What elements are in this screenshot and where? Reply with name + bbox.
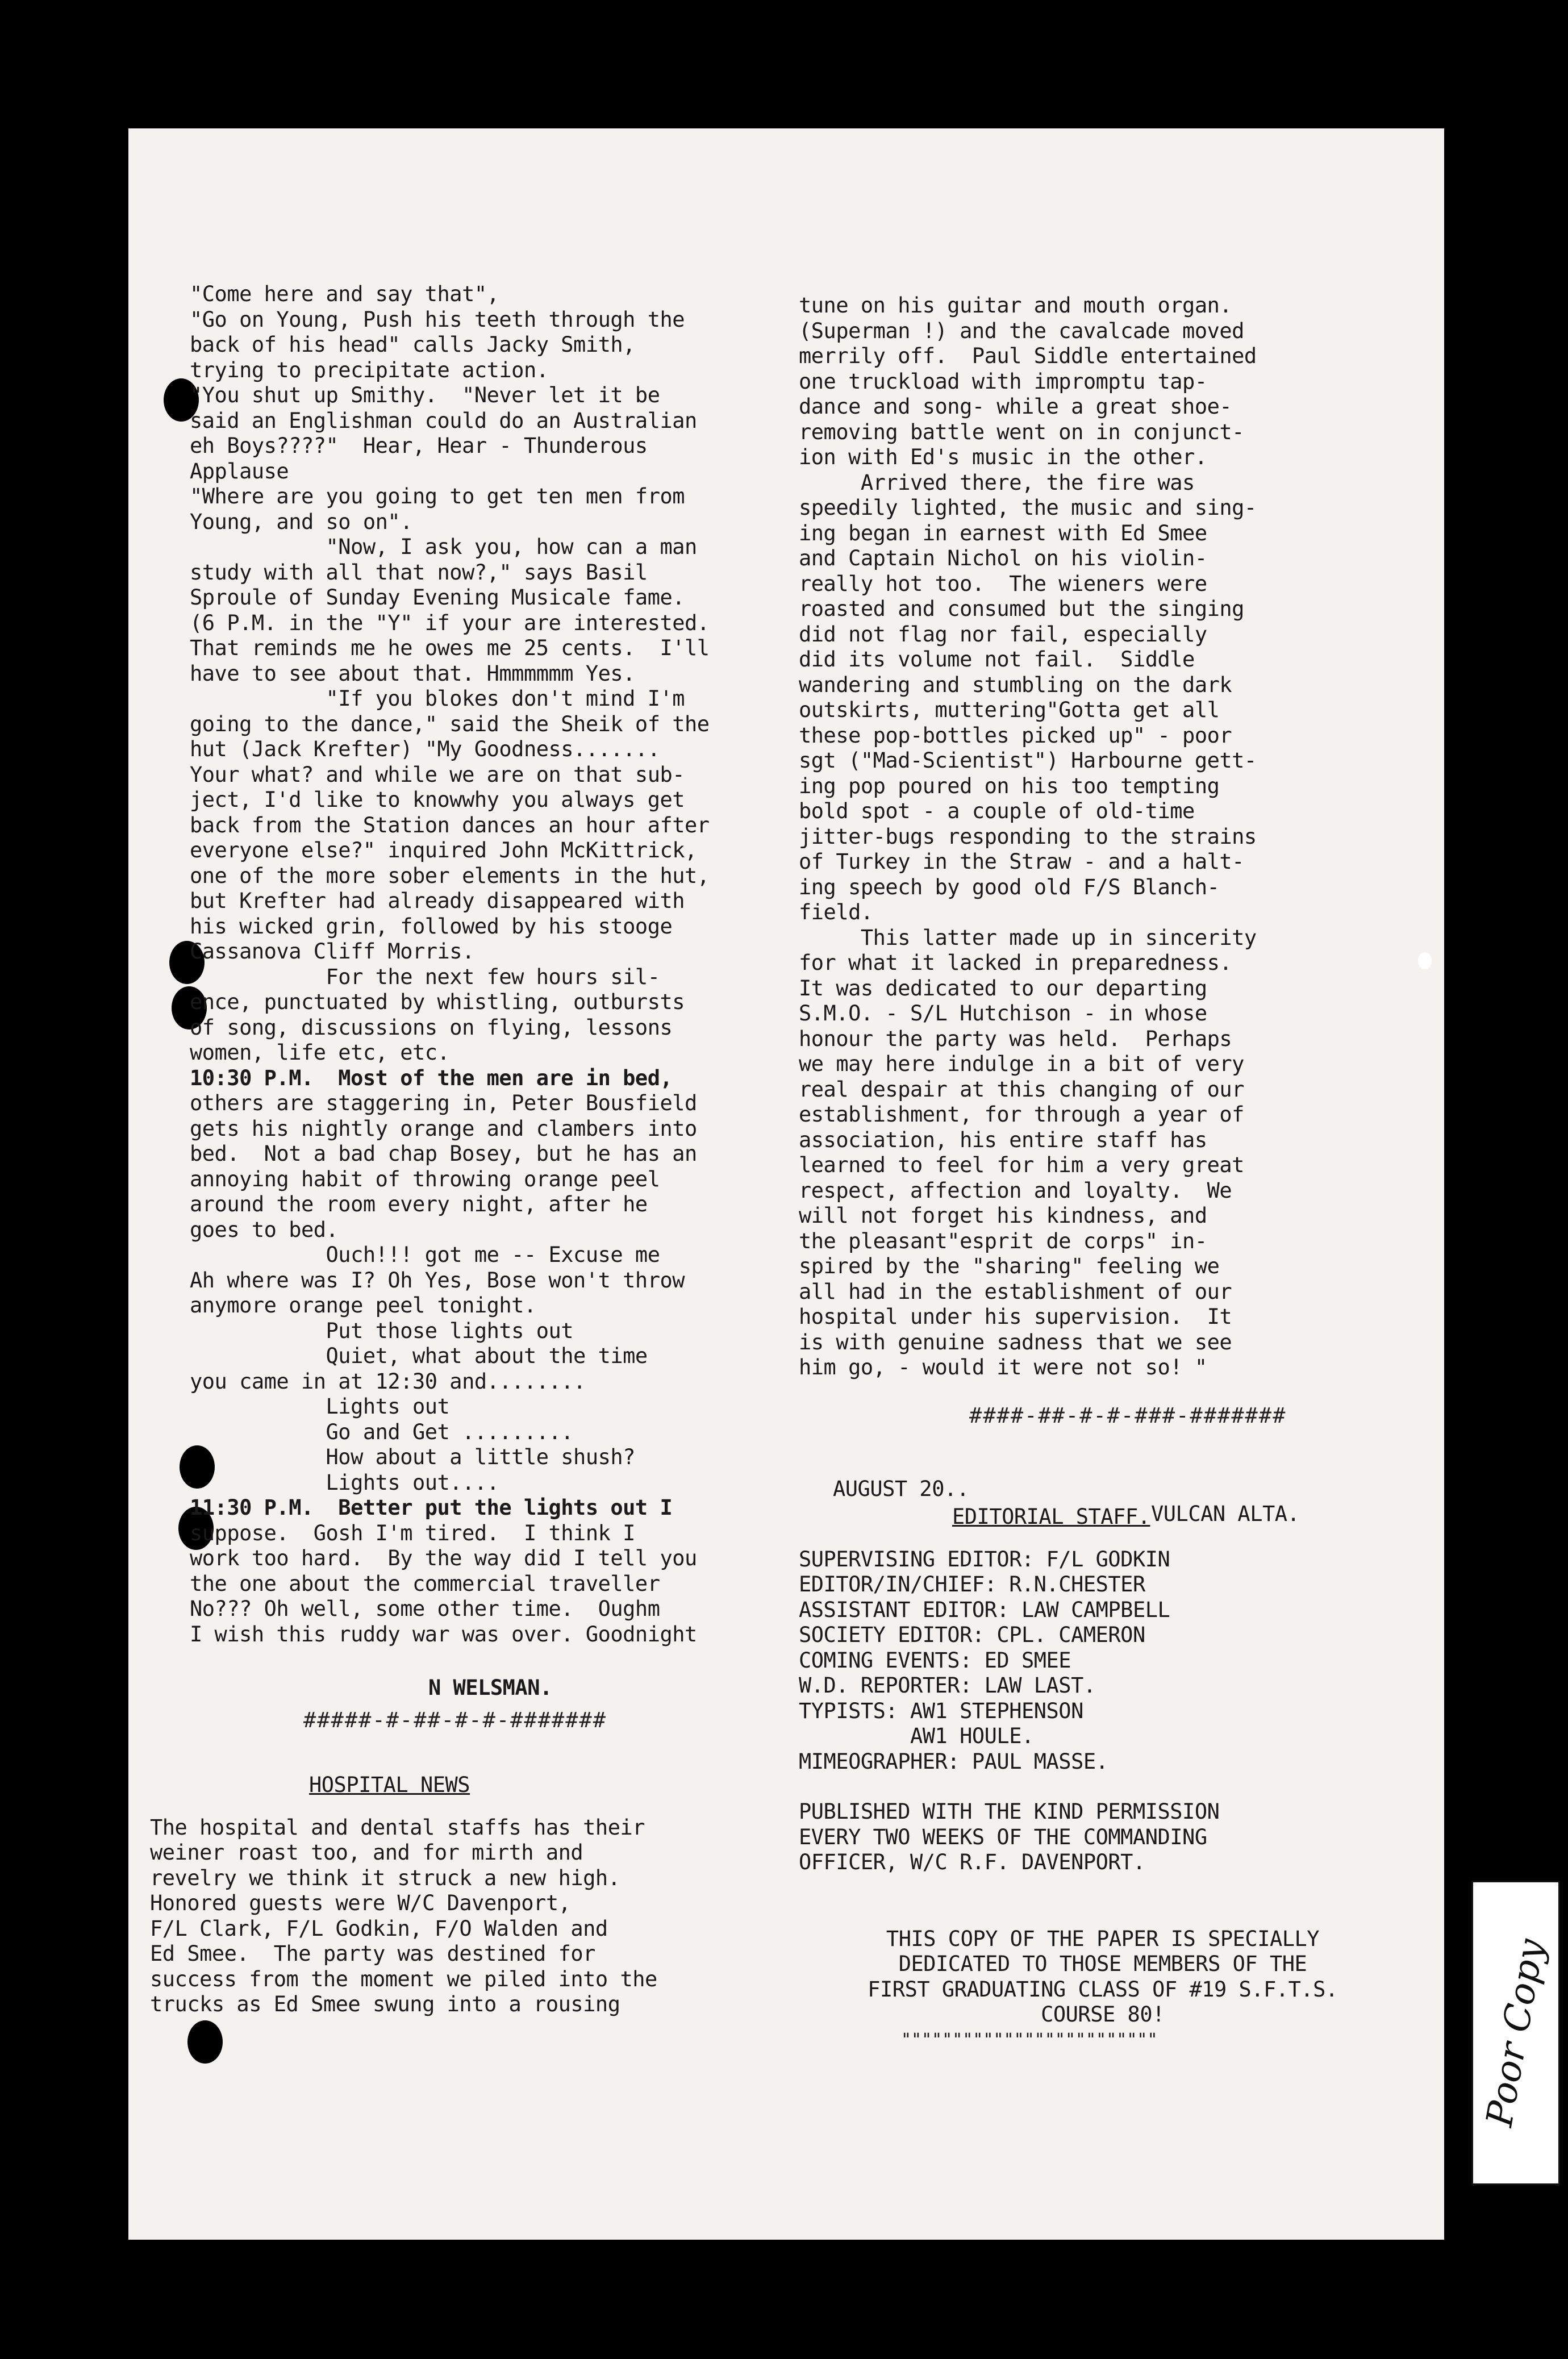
text-line: THIS COPY OF THE PAPER IS SPECIALLY (886, 1926, 1320, 1951)
text-line: FIRST GRADUATING CLASS OF #19 S.F.T.S. (868, 1977, 1338, 2002)
text-line: establishment, for through a year of (799, 1102, 1244, 1127)
text-line: him go, - would it were not so! " (799, 1355, 1207, 1379)
text-line: "Where are you going to get ten men from (190, 484, 685, 509)
text-line: That reminds me he owes me 25 cents. I'll (190, 636, 710, 660)
text-line: revelry we think it struck a new high. (150, 1865, 620, 1890)
text-line: these pop-bottles picked up" - poor (799, 723, 1232, 748)
text-line: study with all that now?," says Basil (190, 560, 648, 585)
publication-notice (799, 1799, 1407, 1875)
poor-copy-stamp (1471, 1881, 1560, 2185)
text-line: "Now, I ask you, how can a man (190, 535, 697, 559)
text-line: "Go on Young, Push his teeth through the (190, 307, 685, 332)
text-line: wandering and stumbling on the dark (799, 672, 1232, 697)
text-line: bold spot - a couple of old-time (799, 799, 1195, 823)
hospital-news-heading: HOSPITAL NEWS (309, 1773, 470, 1797)
text-line: association, his entire staff has (799, 1127, 1207, 1152)
text-line: all had in the establishment of our (799, 1279, 1232, 1304)
text-line: TYPISTS: AW1 STEPHENSON (799, 1698, 1083, 1723)
text-line: "You shut up Smithy. "Never let it be (190, 383, 660, 407)
text-line: SOCIETY EDITOR: CPL. CAMERON (799, 1623, 1145, 1647)
text-line: dance and song- while a great shoe- (799, 394, 1232, 419)
text-line: Go and Get ......... (190, 1419, 574, 1444)
text-line: (Superman !) and the cavalcade moved (799, 318, 1244, 343)
text-line: but Krefter had already disappeared with (190, 889, 685, 913)
text-line: honour the party was held. Perhaps (799, 1026, 1232, 1051)
text-line: removing battle went on in conjunct- (799, 419, 1244, 444)
text-line: we may here indulge in a bit of very (799, 1052, 1244, 1076)
text-line: Ah where was I? Oh Yes, Bose won't throw (190, 1268, 685, 1293)
text-line: for what it lacked in preparedness. (799, 951, 1232, 975)
text-line: of Turkey in the Straw - and a halt- (799, 849, 1244, 874)
text-line: of song, discussions on flying, lessons (190, 1015, 673, 1040)
text-line: EVERY TWO WEEKS OF THE COMMANDING (799, 1824, 1207, 1849)
issue-place: VULCAN ALTA. (1151, 1502, 1300, 1526)
text-line: Applause (190, 459, 289, 484)
poor-copy-label: Poor Copy (1478, 1936, 1553, 2130)
signature: N WELSMAN. (428, 1676, 552, 1700)
scan-spot (1418, 952, 1432, 969)
text-line: Put those lights out (190, 1318, 574, 1343)
divider: #####-#-##-#-#-####### (303, 1707, 607, 1732)
text-line: Your what? and while we are on that sub- (190, 762, 685, 787)
punch-hole (187, 2020, 223, 2064)
text-line: have to see about that. Hmmmmmm Yes. (190, 661, 635, 686)
text-line: I wish this ruddy war was over. Goodnight (190, 1622, 697, 1647)
text-line: real despair at this changing of our (799, 1077, 1244, 1102)
text-line: merrily off. Paul Siddle entertained (799, 344, 1257, 368)
text-line: trucks as Ed Smee swung into a rousing (150, 1992, 620, 2016)
text-line: No??? Oh well, some other time. Oughm (190, 1597, 660, 1621)
document-page (128, 128, 1444, 2240)
text-line: OFFICER, W/C R.F. DAVENPORT. (799, 1850, 1145, 1874)
text-line: you came in at 12:30 and........ (190, 1369, 586, 1394)
text-line: around the room every night, after he (190, 1192, 648, 1216)
text-line: Arrived there, the fire was (799, 470, 1195, 495)
text-line: SUPERVISING EDITOR: F/L GODKIN (799, 1547, 1170, 1572)
text-line: his wicked grin, followed by his stooge (190, 914, 673, 939)
text-line: one of the more sober elements in the hut, (190, 863, 710, 888)
text-line: The hospital and dental staffs has their (150, 1815, 645, 1840)
text-line: AW1 HOULE. (799, 1724, 1034, 1748)
text-line: (6 P.M. in the "Y" if your are interested. (190, 610, 710, 635)
text-line: did not flag nor fail, especially (799, 622, 1207, 647)
text-line: EDITOR/IN/CHIEF: R.N.CHESTER (799, 1572, 1145, 1597)
text-line: Ouch!!! got me -- Excuse me (190, 1243, 660, 1267)
text-line: anymore orange peel tonight. (190, 1293, 536, 1318)
editorial-staff-list (799, 1547, 1407, 1775)
text-line: others are staggering in, Peter Bousfield (190, 1091, 697, 1115)
text-line: DEDICATED TO THOSE MEMBERS OF THE (898, 1952, 1307, 1976)
text-line: "If you blokes don't mind I'm (190, 686, 685, 711)
text-line: is with genuine sadness that we see (799, 1329, 1232, 1354)
text-line: Quiet, what about the time (190, 1344, 648, 1368)
dedication-notice (799, 1927, 1407, 2028)
text-line: Cassanova Cliff Morris. (190, 939, 474, 964)
text-line: jitter-bugs responding to the strains (799, 824, 1257, 849)
text-line: W.D. REPORTER: LAW LAST. (799, 1673, 1096, 1698)
text-line: This latter made up in sincerity (799, 925, 1257, 950)
text-line: Ed Smee. The party was destined for (150, 1941, 595, 1966)
editorial-staff-heading: EDITORIAL STAFF. (952, 1504, 1150, 1529)
text-line: field. (799, 900, 873, 924)
text-line: hospital under his supervision. It (799, 1304, 1232, 1329)
text-line: tune on his guitar and mouth organ. (799, 293, 1232, 318)
text-line: COMING EVENTS: ED SMEE (799, 1648, 1071, 1673)
text-line: S.M.O. - S/L Hutchison - in whose (799, 1001, 1207, 1026)
text-line: ing began in earnest with Ed Smee (799, 520, 1207, 545)
text-line: really hot too. The wieners were (799, 571, 1207, 596)
text-line: Young, and so on". (190, 509, 412, 534)
text-line: For the next few hours sil- (190, 964, 660, 989)
text-line: suppose. Gosh I'm tired. I think I (190, 1520, 635, 1545)
text-line: eh Boys????" Hear, Hear - Thunderous (190, 434, 648, 458)
text-line: back from the Station dances an hour after (190, 812, 710, 837)
text-line: ion with Ed's music in the other. (799, 445, 1207, 469)
text-line: respect, affection and loyalty. We (799, 1178, 1232, 1203)
divider: ####-##-#-#-###-####### (969, 1403, 1287, 1428)
right-column-text (799, 293, 1407, 1381)
text-line: F/L Clark, F/L Godkin, F/O Walden and (150, 1916, 608, 1941)
text-line: Sproule of Sunday Evening Musicale fame. (190, 585, 685, 610)
text-line: ASSISTANT EDITOR: LAW CAMPBELL (799, 1597, 1170, 1622)
right-column (799, 293, 1407, 2053)
text-line: success from the moment we piled into the (150, 1966, 657, 1991)
text-line: gets his nightly orange and clambers into (190, 1116, 697, 1141)
text-line: MIMEOGRAPHER: PAUL MASSE. (799, 1749, 1108, 1774)
text-line: going to the dance," said the Sheik of the (190, 711, 710, 736)
text-line: roasted and consumed but the singing (799, 597, 1244, 621)
text-line: trying to precipitate action. (190, 357, 549, 382)
text-line: 11:30 P.M. Better put the lights out I (190, 1495, 673, 1520)
issue-date: AUGUST 20.. (833, 1476, 969, 1501)
text-line: hut (Jack Krefter) "My Goodness....... (190, 737, 660, 761)
text-line: ject, I'd like to knowwhy you always get (190, 787, 685, 812)
text-line: everyone else?" inquired John McKittrick, (190, 838, 697, 862)
text-line: sgt ("Mad-Scientist") Harbourne gett- (799, 748, 1257, 773)
text-line: work too hard. By the way did I tell you (190, 1546, 697, 1570)
text-line: Honored guests were W/C Davenport, (150, 1891, 571, 1915)
text-line: did its volume not fail. Siddle (799, 647, 1195, 672)
text-line: PUBLISHED WITH THE KIND PERMISSION (799, 1799, 1220, 1824)
text-line: learned to feel for him a very great (799, 1153, 1244, 1177)
text-line: outskirts, muttering"Gotta get all (799, 698, 1220, 722)
text-line: bed. Not a bad chap Bosey, but he has an (190, 1141, 697, 1166)
text-line: Lights out (190, 1394, 450, 1419)
text-line: ing pop poured on his too tempting (799, 773, 1220, 798)
text-line: one truckload with impromptu tap- (799, 369, 1207, 394)
text-line: and Captain Nichol on his violin- (799, 546, 1207, 570)
text-line: goes to bed. (190, 1217, 339, 1242)
text-line: "Come here and say that", (190, 282, 499, 306)
text-line: said an Englishman could do an Australian (190, 408, 697, 433)
text-line: spired by the "sharing" feeling we (799, 1254, 1220, 1278)
text-line: back of his head" calls Jacky Smith, (190, 332, 635, 357)
text-line: weiner roast too, and for mirth and (150, 1840, 583, 1865)
text-line: women, life etc, etc. (190, 1040, 450, 1065)
text-line: It was dedicated to our departing (799, 976, 1207, 1001)
bottom-divider: """"""""""""""""""""""""" (901, 2029, 1158, 2050)
text-line: 10:30 P.M. Most of the men are in bed, (190, 1065, 673, 1090)
text-line: will not forget his kindness, and (799, 1203, 1207, 1228)
text-line: COURSE 80! (1041, 2002, 1165, 2027)
text-line: the one about the commercial traveller (190, 1571, 660, 1596)
text-line: speedily lighted, the music and sing- (799, 495, 1257, 520)
text-line: ence, punctuated by whistling, outbursts (190, 990, 685, 1014)
text-line: the pleasant"esprit de corps" in- (799, 1228, 1207, 1253)
text-line: How about a little shush? (190, 1445, 635, 1469)
text-line: annoying habit of throwing orange peel (190, 1166, 660, 1191)
text-line: Lights out.... (190, 1470, 499, 1495)
text-line: ing speech by good old F/S Blanch- (799, 874, 1220, 899)
